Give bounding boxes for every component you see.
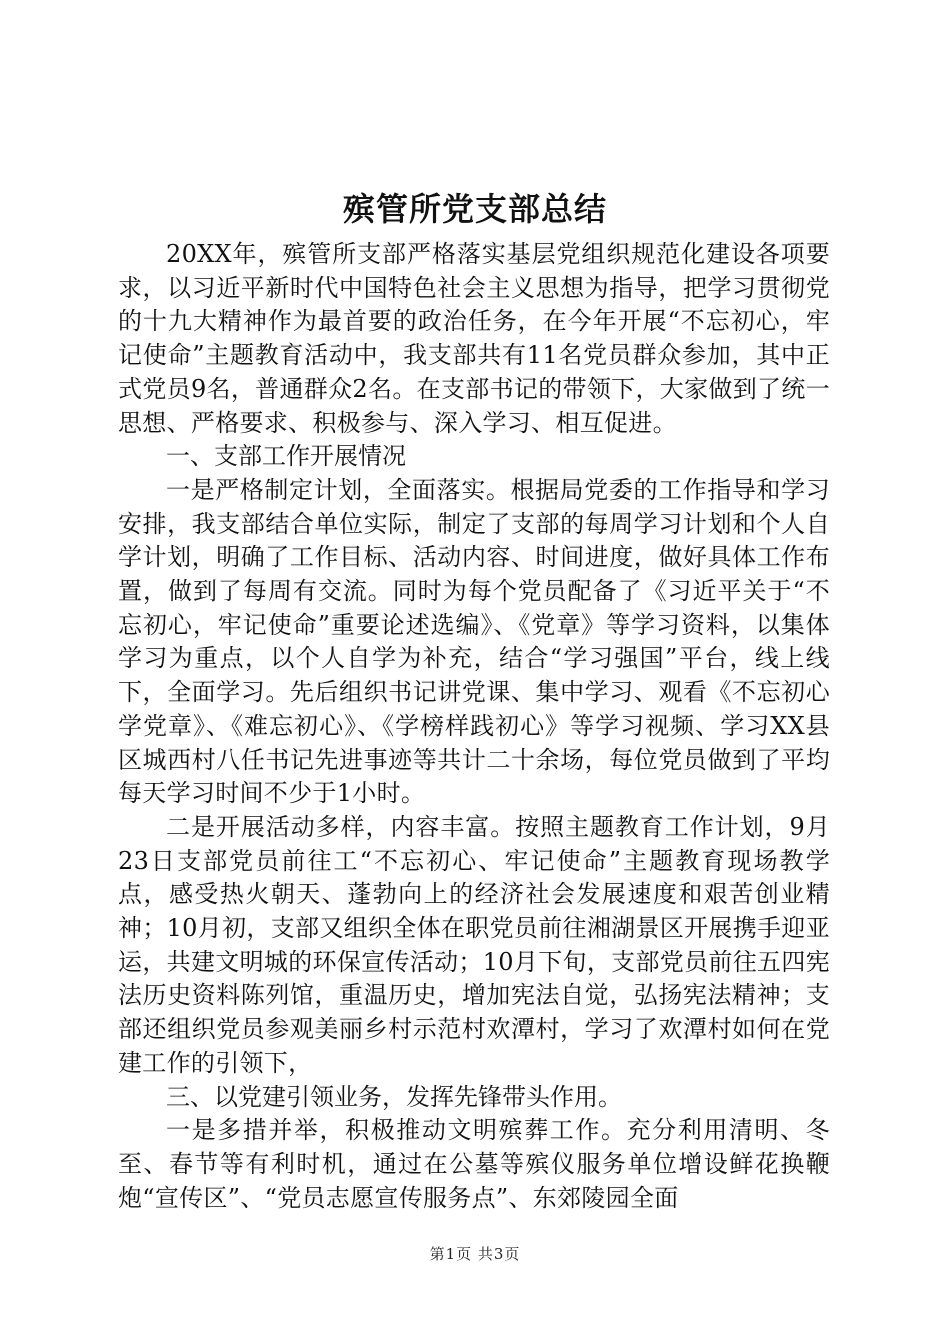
page-footer: 第1页 共3页 [429, 1245, 521, 1263]
paragraph: 一是严格制定计划，全面落实。根据局党委的工作指导和学习安排，我支部结合单位实际，制定了支部的每周学习计划和个人自学计划，明确了工作目标、活动内容、时间进度，做好具体工作布置，做到了每周有交流。同时为每个党员配备了《习近平关于“不忘初心，牢记使命”重要论述选编》、《党章》等学习资料，以集体学习为重点，以个人自学为补充，结合“学习强国”平台，线上线下，全面学习。先后组织书记讲党课、集中学习、观看《不忘初心学党章》、《难忘初心》、《学榜样践初心》等学习视频、学习XX县区城西村八任书记先进事迹等共计二十余场，每位党员做到了平均每天学习时间不少于1小时。 [118, 475, 830, 808]
section-heading: 一、支部工作开展情况 [166, 442, 406, 471]
document-body [118, 238, 830, 1215]
section-heading: 三、以党建引领业务，发挥先锋带头作用。 [166, 1082, 622, 1111]
document-title: 殡管所党支部总结 [342, 190, 607, 228]
paragraph: 二是开展活动多样，内容丰富。按照主题教育工作计划，9月23日支部党员前往工“不忘初心、牢记使命”主题教育现场教学点，感受热火朝天、蓬勃向上的经济社会发展速度和艰苦创业精神；10月初，支部又组织全体在职党员前往湘湖景区开展携手迎亚运，共建文明城的环保宣传活动；10月下旬，支部党员前往五四宪法历史资料陈列馆，重温历史，增加宪法自觉，弘扬宪法精神；支部还组织党员参观美丽乡村示范村欢潭村，学习了欢潭村如何在党建工作的引领下， [118, 812, 830, 1077]
paragraph: 一是多措并举，积极推动文明殡葬工作。充分利用清明、冬至、春节等有利时机，通过在公墓等殡仪服务单位增设鲜花换鞭炮“宣传区”、“党员志愿宣传服务点”、东郊陵园全面 [118, 1116, 830, 1212]
paragraph: 20XX年，殡管所支部严格落实基层党组织规范化建设各项要求，以习近平新时代中国特色社会主义思想为指导，把学习贯彻党的十九大精神作为最首要的政治任务，在今年开展“不忘初心，牢记使命”主题教育活动中，我支部共有11名党员群众参加，其中正式党员9名，普通群众2名。在支部书记的带领下，大家做到了统一思想、严格要求、积极参与、深入学习、相互促进。 [118, 240, 830, 437]
